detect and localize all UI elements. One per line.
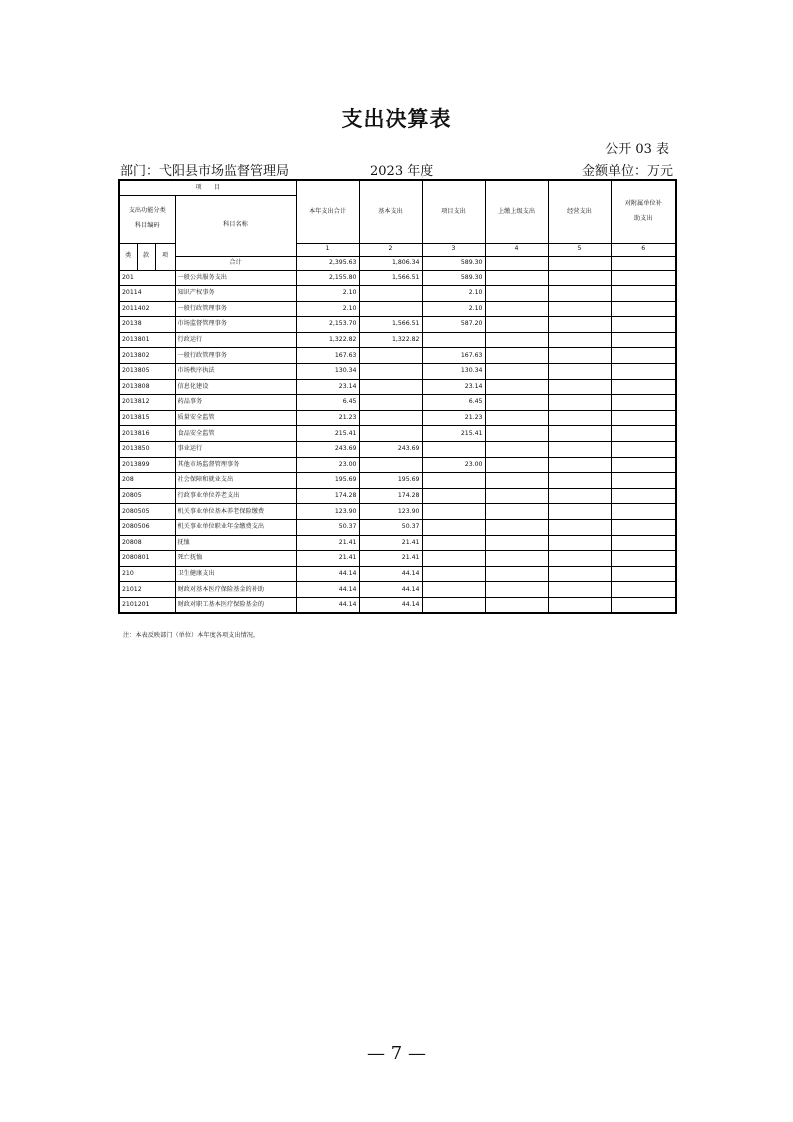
table-row xyxy=(119,426,676,442)
row-code: 2013808 xyxy=(119,379,175,395)
total-row-total: 2,395.63 xyxy=(296,256,359,270)
row-project: 23.00 xyxy=(422,457,485,473)
row-basic: 50.37 xyxy=(359,520,422,536)
row-total: 21.41 xyxy=(296,551,359,567)
row-name: 知识产权事务 xyxy=(175,286,296,302)
row-name: 机关事业单位职业年金缴费支出 xyxy=(175,520,296,536)
header-col-project: 项目支出 xyxy=(422,180,485,243)
row-code: 2080505 xyxy=(119,504,175,520)
row-basic: 44.14 xyxy=(359,566,422,582)
row-code: 20114 xyxy=(119,286,175,302)
row-total: 23.14 xyxy=(296,379,359,395)
row-total: 21.41 xyxy=(296,535,359,551)
row-upper xyxy=(485,520,548,536)
row-total: 123.90 xyxy=(296,504,359,520)
row-project xyxy=(422,488,485,504)
row-code: 210 xyxy=(119,566,175,582)
row-subsidy xyxy=(611,364,676,380)
row-upper xyxy=(485,551,548,567)
table-row xyxy=(119,457,676,473)
row-total: 2,153.70 xyxy=(296,317,359,333)
row-project xyxy=(422,582,485,598)
row-business xyxy=(548,270,611,286)
row-code: 2013816 xyxy=(119,426,175,442)
table-row xyxy=(119,597,676,613)
row-total: 44.14 xyxy=(296,582,359,598)
header-func-class-line1: 支出功能分类 xyxy=(128,207,166,215)
row-name: 抚恤 xyxy=(175,535,296,551)
row-business xyxy=(548,520,611,536)
row-upper xyxy=(485,504,548,520)
row-total: 2.10 xyxy=(296,301,359,317)
row-business xyxy=(548,566,611,582)
header-col-basic: 基本支出 xyxy=(359,180,422,243)
row-upper xyxy=(485,379,548,395)
row-basic xyxy=(359,364,422,380)
row-business xyxy=(548,457,611,473)
header-row-project xyxy=(119,180,676,195)
row-business xyxy=(548,473,611,489)
row-basic xyxy=(359,457,422,473)
row-subsidy xyxy=(611,473,676,489)
row-project xyxy=(422,566,485,582)
row-basic xyxy=(359,410,422,426)
row-total: 44.14 xyxy=(296,597,359,613)
row-business xyxy=(548,364,611,380)
row-business xyxy=(548,535,611,551)
row-basic: 243.69 xyxy=(359,442,422,458)
row-upper xyxy=(485,301,548,317)
row-project: 6.45 xyxy=(422,395,485,411)
row-project xyxy=(422,442,485,458)
header-col-business: 经营支出 xyxy=(548,180,611,243)
row-business xyxy=(548,551,611,567)
table-row xyxy=(119,504,676,520)
table-row xyxy=(119,364,676,380)
row-business xyxy=(548,379,611,395)
row-code: 2013801 xyxy=(119,332,175,348)
row-project: 21.23 xyxy=(422,410,485,426)
header-col-upper: 上缴上级支出 xyxy=(485,180,548,243)
line-no-4: 4 xyxy=(485,243,548,256)
line-no-3: 3 xyxy=(422,243,485,256)
row-project xyxy=(422,597,485,613)
table-row xyxy=(119,301,676,317)
total-row xyxy=(119,256,676,270)
total-row-upper xyxy=(485,256,548,270)
row-upper xyxy=(485,582,548,598)
row-basic: 123.90 xyxy=(359,504,422,520)
table-row xyxy=(119,473,676,489)
row-upper xyxy=(485,597,548,613)
row-code: 2011402 xyxy=(119,301,175,317)
row-upper xyxy=(485,332,548,348)
row-code: 20138 xyxy=(119,317,175,333)
row-basic: 44.14 xyxy=(359,597,422,613)
line-no-5: 5 xyxy=(548,243,611,256)
row-name: 市场秩序执法 xyxy=(175,364,296,380)
row-code: 20808 xyxy=(119,535,175,551)
total-row-project: 589.30 xyxy=(422,256,485,270)
row-basic: 1,322.82 xyxy=(359,332,422,348)
row-code: 208 xyxy=(119,473,175,489)
row-code: 2013850 xyxy=(119,442,175,458)
row-business xyxy=(548,442,611,458)
row-basic: 195.69 xyxy=(359,473,422,489)
row-subsidy xyxy=(611,410,676,426)
row-name: 社会保障和就业支出 xyxy=(175,473,296,489)
row-business xyxy=(548,582,611,598)
row-subsidy xyxy=(611,535,676,551)
row-total: 44.14 xyxy=(296,566,359,582)
row-name: 事业运行 xyxy=(175,442,296,458)
row-basic: 21.41 xyxy=(359,535,422,551)
row-upper xyxy=(485,317,548,333)
row-code: 21012 xyxy=(119,582,175,598)
table-row xyxy=(119,488,676,504)
row-basic: 1,566.51 xyxy=(359,317,422,333)
line-no-1: 1 xyxy=(296,243,359,256)
row-total: 174.28 xyxy=(296,488,359,504)
row-subsidy xyxy=(611,348,676,364)
header-col-subsidy-line2: 助支出 xyxy=(633,214,653,222)
row-name: 信息化建设 xyxy=(175,379,296,395)
total-row-label: 合计 xyxy=(175,256,296,270)
row-basic: 174.28 xyxy=(359,488,422,504)
row-project xyxy=(422,535,485,551)
row-name: 质量安全监管 xyxy=(175,410,296,426)
row-business xyxy=(548,301,611,317)
row-total: 1,322.82 xyxy=(296,332,359,348)
header-col-subsidy-line1: 对附属单位补 xyxy=(624,199,662,207)
table-row xyxy=(119,270,676,286)
row-subsidy xyxy=(611,317,676,333)
header-col-total: 本年支出合计 xyxy=(296,180,359,243)
table-row xyxy=(119,332,676,348)
row-name: 市场监督管理事务 xyxy=(175,317,296,333)
line-no-2: 2 xyxy=(359,243,422,256)
row-name: 卫生健康支出 xyxy=(175,566,296,582)
row-business xyxy=(548,597,611,613)
row-business xyxy=(548,426,611,442)
row-name: 财政对基本医疗保险基金的补助 xyxy=(175,582,296,598)
row-total: 195.69 xyxy=(296,473,359,489)
unit-label: 金额单位：万元 xyxy=(581,164,673,179)
header-func-class xyxy=(119,195,175,243)
row-total: 243.69 xyxy=(296,442,359,458)
row-total: 2,155.80 xyxy=(296,270,359,286)
table-row xyxy=(119,520,676,536)
row-subsidy xyxy=(611,332,676,348)
table-meta xyxy=(120,160,673,178)
row-basic xyxy=(359,301,422,317)
row-basic xyxy=(359,395,422,411)
row-project xyxy=(422,551,485,567)
row-business xyxy=(548,410,611,426)
header-xiang: 项 xyxy=(155,243,175,270)
year-label: 2023 年度 xyxy=(370,164,434,179)
row-name: 一般行政管理事务 xyxy=(175,301,296,317)
row-project: 23.14 xyxy=(422,379,485,395)
row-upper xyxy=(485,270,548,286)
row-basic: 21.41 xyxy=(359,551,422,567)
total-row-business xyxy=(548,256,611,270)
row-total: 2.10 xyxy=(296,286,359,302)
row-project: 130.34 xyxy=(422,364,485,380)
row-name: 财政对职工基本医疗保险基金的 xyxy=(175,597,296,613)
row-name: 药品事务 xyxy=(175,395,296,411)
row-project xyxy=(422,504,485,520)
header-col-subsidy xyxy=(611,180,676,243)
table-row xyxy=(119,348,676,364)
row-total: 21.23 xyxy=(296,410,359,426)
row-upper xyxy=(485,426,548,442)
row-project: 2.10 xyxy=(422,286,485,302)
row-code: 2013802 xyxy=(119,348,175,364)
table-row xyxy=(119,535,676,551)
form-number: 公开 03 表 xyxy=(605,142,669,157)
line-no-6: 6 xyxy=(611,243,676,256)
footnote: 注：本表反映部门（单位）本年度各项支出情况。 xyxy=(123,632,260,639)
row-basic: 1,566.51 xyxy=(359,270,422,286)
row-basic xyxy=(359,379,422,395)
row-total: 6.45 xyxy=(296,395,359,411)
row-project: 589.30 xyxy=(422,270,485,286)
row-name: 食品安全监管 xyxy=(175,426,296,442)
row-subsidy xyxy=(611,597,676,613)
row-code: 2013815 xyxy=(119,410,175,426)
row-name: 其他市场监督管理事务 xyxy=(175,457,296,473)
header-kuan: 款 xyxy=(137,243,155,270)
header-subject-name: 科目名称 xyxy=(175,195,296,256)
row-subsidy xyxy=(611,504,676,520)
row-upper xyxy=(485,286,548,302)
row-subsidy xyxy=(611,426,676,442)
row-project xyxy=(422,473,485,489)
row-name: 行政事业单位养老支出 xyxy=(175,488,296,504)
row-name: 机关事业单位基本养老保险缴费 xyxy=(175,504,296,520)
table-row xyxy=(119,395,676,411)
row-subsidy xyxy=(611,286,676,302)
page-number: — 7 — xyxy=(367,1043,426,1064)
row-total: 215.41 xyxy=(296,426,359,442)
row-subsidy xyxy=(611,582,676,598)
row-code: 2080506 xyxy=(119,520,175,536)
row-total: 167.63 xyxy=(296,348,359,364)
row-business xyxy=(548,332,611,348)
row-code: 2013899 xyxy=(119,457,175,473)
header-lei: 类 xyxy=(119,243,137,270)
header-func-class-line2: 科目编码 xyxy=(134,222,160,229)
row-subsidy xyxy=(611,457,676,473)
header-project: 项 目 xyxy=(119,180,296,195)
row-subsidy xyxy=(611,395,676,411)
row-project xyxy=(422,520,485,536)
row-total: 23.00 xyxy=(296,457,359,473)
row-business xyxy=(548,348,611,364)
table-row xyxy=(119,286,676,302)
row-total: 50.37 xyxy=(296,520,359,536)
total-row-basic: 1,806.34 xyxy=(359,256,422,270)
row-code: 2080801 xyxy=(119,551,175,567)
table-row xyxy=(119,317,676,333)
expenditure-table xyxy=(118,179,677,614)
row-upper xyxy=(485,473,548,489)
row-name: 死亡抚恤 xyxy=(175,551,296,567)
row-project: 2.10 xyxy=(422,301,485,317)
table-row xyxy=(119,582,676,598)
row-upper xyxy=(485,410,548,426)
total-row-subsidy xyxy=(611,256,676,270)
row-subsidy xyxy=(611,270,676,286)
row-business xyxy=(548,395,611,411)
row-upper xyxy=(485,348,548,364)
row-code: 201 xyxy=(119,270,175,286)
row-subsidy xyxy=(611,379,676,395)
row-code: 2013812 xyxy=(119,395,175,411)
row-business xyxy=(548,488,611,504)
row-upper xyxy=(485,395,548,411)
row-code: 2101201 xyxy=(119,597,175,613)
row-basic xyxy=(359,426,422,442)
row-name: 一般行政管理事务 xyxy=(175,348,296,364)
row-subsidy xyxy=(611,442,676,458)
row-project: 587.20 xyxy=(422,317,485,333)
department-label: 部门：弋阳县市场监督管理局 xyxy=(120,164,290,179)
page-title: 支出决算表 xyxy=(341,107,452,131)
row-project xyxy=(422,332,485,348)
table-row xyxy=(119,551,676,567)
row-subsidy xyxy=(611,551,676,567)
row-subsidy xyxy=(611,488,676,504)
row-subsidy xyxy=(611,566,676,582)
row-code: 20805 xyxy=(119,488,175,504)
row-upper xyxy=(485,488,548,504)
row-business xyxy=(548,504,611,520)
row-upper xyxy=(485,457,548,473)
row-business xyxy=(548,286,611,302)
row-project: 215.41 xyxy=(422,426,485,442)
row-subsidy xyxy=(611,301,676,317)
row-basic: 44.14 xyxy=(359,582,422,598)
row-name: 一般公共服务支出 xyxy=(175,270,296,286)
table-row xyxy=(119,379,676,395)
row-basic xyxy=(359,348,422,364)
row-upper xyxy=(485,442,548,458)
row-code: 2013805 xyxy=(119,364,175,380)
row-upper xyxy=(485,535,548,551)
row-business xyxy=(548,317,611,333)
row-subsidy xyxy=(611,520,676,536)
table-row xyxy=(119,410,676,426)
table-row xyxy=(119,442,676,458)
row-name: 行政运行 xyxy=(175,332,296,348)
row-project: 167.63 xyxy=(422,348,485,364)
row-total: 130.34 xyxy=(296,364,359,380)
row-upper xyxy=(485,364,548,380)
row-basic xyxy=(359,286,422,302)
row-upper xyxy=(485,566,548,582)
table-row xyxy=(119,566,676,582)
